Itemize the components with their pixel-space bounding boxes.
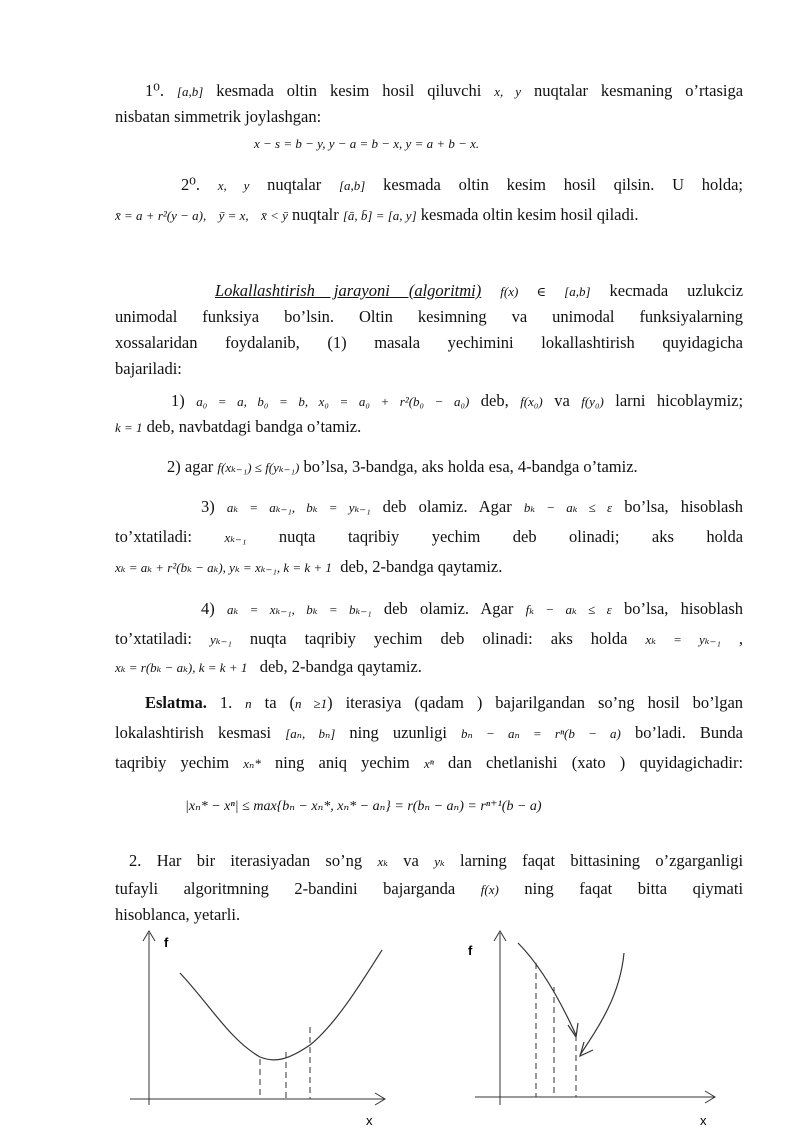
paragraph-3-line-2 <box>115 304 743 330</box>
text: 2. Har bir iterasiyadan so’ng <box>129 851 363 870</box>
text: deb, 2-bandga qaytamiz. <box>259 657 422 676</box>
text: 1. <box>219 693 233 712</box>
formula: yₖ <box>434 854 445 869</box>
formula: x̄ < ȳ <box>261 208 288 223</box>
text: kesmada oltin kesim hosil qiladi. <box>420 205 639 224</box>
note-line-2 <box>115 720 743 747</box>
error-bound-equation: |xₙ* − xⁿ| ≤ max{bₙ − xₙ*, xₙ* − aₙ} = r(bₙ − aₙ) = rⁿ⁺¹(b − a) <box>185 799 542 814</box>
formula: f(x) ∈ [a,b] <box>500 284 591 299</box>
text: ning aniq yechim <box>275 753 410 772</box>
algorithm-title: Lokallashtirish jarayoni (algoritmi) <box>215 281 482 300</box>
step-number: 2) agar <box>167 457 214 476</box>
text: larning faqat bittasining o’zgarganligi <box>460 851 744 870</box>
formula: n <box>245 696 252 711</box>
formula: f(x₀) <box>520 394 543 409</box>
symmetry-equation: x − s = b − y, y − a = b − x, y = a + b − x. <box>254 136 480 151</box>
formula: f(y₀) <box>581 394 604 409</box>
formula: [aₙ, bₙ] <box>285 726 336 741</box>
formula: xₖ = r(bₖ − aₖ), k = k + 1 <box>115 660 248 675</box>
text: to’xtatiladi: <box>115 527 192 546</box>
step-4-line-3 <box>115 654 743 681</box>
note-line-1 <box>115 690 743 717</box>
formula: bₙ − aₙ = rⁿ(b − a) <box>461 726 621 741</box>
text: tufayli algoritmning 2-bandini bajarganda <box>115 879 456 898</box>
points-formula: x, y <box>217 178 250 193</box>
text: deb olamiz. Agar <box>382 497 512 516</box>
text: deb, <box>480 391 509 410</box>
text: ning uzunligi <box>349 723 447 742</box>
text: , <box>738 629 744 648</box>
formula: yₖ₋₁ <box>210 632 232 647</box>
formula: xₖ = aₖ + r²(bₖ − aₖ), yₖ = xₖ₋₁, k = k + 1 <box>115 560 332 575</box>
text: nuqtalar kesmaning o’rtasiga <box>533 81 744 100</box>
text: deb, navbatdagi bandga o’tamiz. <box>146 417 362 436</box>
paragraph-1-line-1 <box>115 78 743 105</box>
right-curve-arrow-1 <box>568 1023 578 1037</box>
right-unimodal-figure <box>450 925 730 1130</box>
formula: a₀ = a, b₀ = b, x₀ = a₀ + r²(b₀ − a₀) <box>196 394 470 409</box>
text: ta ( <box>264 693 295 712</box>
text: to’xtatiladi: <box>115 629 192 648</box>
text: deb olamiz. Agar <box>383 599 514 618</box>
segment-formula: [a,b] <box>176 84 204 99</box>
text: kesmada oltin kesim hosil qilsin. U holda; <box>383 175 744 194</box>
paragraph-2-line-1 <box>115 172 743 199</box>
left-y-label: f <box>164 935 169 950</box>
formula: f(xₖ₋₁) ≤ f(yₖ₋₁) <box>217 460 300 475</box>
text: bo’ladi. Bunda <box>634 723 743 742</box>
text: bo’lsa, hisoblash <box>624 497 744 516</box>
formula: fₖ − aₖ ≤ ε <box>525 602 612 617</box>
note-label: Eslatma. <box>145 693 207 712</box>
text: ) iterasiya (qadam ) bajarilgandan so’ng hosil bo’lgan <box>327 693 744 712</box>
formula: bₖ − aₖ ≤ ε <box>523 500 613 515</box>
step-3-line-1 <box>115 494 743 521</box>
text: nuqta taqribiy yechim deb olinadi: aks holda <box>249 629 628 648</box>
formula: f(x) <box>480 882 499 897</box>
formula: xⁿ <box>423 756 434 771</box>
formula: k = 1 <box>115 420 143 435</box>
right-y-label: f <box>468 943 473 958</box>
text: kecmada uzlukciz <box>609 281 744 300</box>
item-number: 2⁰. <box>181 175 200 194</box>
text: taqribiy yechim <box>115 753 230 772</box>
text: dan chetlanishi (xato ) quyidagichadir: <box>448 753 744 772</box>
text: bo’lsa, 3-bandga, aks holda esa, 4-bandga o’tamiz. <box>303 457 638 476</box>
paragraph-2-line-2 <box>115 202 743 229</box>
step-2 <box>115 454 743 481</box>
text: bajariladi: <box>115 359 182 378</box>
text: nuqtalr <box>291 205 339 224</box>
text: larni hicoblaymiz; <box>615 391 744 410</box>
text: kesmada oltin kesim hosil qiluvchi <box>216 81 482 100</box>
item-number: 1⁰. <box>145 81 164 100</box>
text: nuqta taqribiy yechim deb olinadi; aks holda <box>278 527 744 546</box>
formula: xₙ* <box>243 756 261 771</box>
text: ning faqat bitta qiymati <box>524 879 744 898</box>
formula: x̄ = a + r²(y − a), <box>115 208 207 223</box>
step-4-line-2 <box>115 626 743 653</box>
formula: aₖ = xₖ₋₁, bₖ = bₖ₋₁ <box>227 602 372 617</box>
text: nuqtalar <box>267 175 322 194</box>
step-number: 1) <box>171 391 185 410</box>
text: unimodal funksiya bo’lsin. Oltin kesimning va unimodal funksiyalarning <box>115 307 743 326</box>
right-curve-ascending <box>580 953 624 1055</box>
formula: [ā, b̄] = [a, y] <box>342 208 417 223</box>
points-formula: x, y <box>494 84 522 99</box>
paragraph-3-line-3 <box>115 330 743 356</box>
formula: aₖ = aₖ₋₁, bₖ = yₖ₋₁ <box>226 500 371 515</box>
text: nisbatan simmetrik joylashgan: <box>115 107 322 126</box>
formula: xₖ₋₁ <box>224 530 247 545</box>
formula: n ≥1 <box>294 696 328 711</box>
step-1-line-2 <box>115 414 743 441</box>
formula: xₖ <box>377 854 388 869</box>
step-3-line-2 <box>115 524 743 551</box>
text: deb, 2-bandga qaytamiz. <box>340 557 503 576</box>
step-number: 3) <box>201 497 215 516</box>
note-line-3 <box>115 750 743 777</box>
left-unimodal-curve <box>180 950 382 1060</box>
step-number: 4) <box>201 599 215 618</box>
paragraph-1-line-2 <box>115 104 743 130</box>
note-2-line-2 <box>115 876 743 903</box>
text: va <box>554 391 570 410</box>
text: hisoblanca, yetarli. <box>115 905 241 924</box>
formula: ȳ = x, <box>218 208 249 223</box>
step-1-line-1 <box>115 388 743 415</box>
formula: xₖ = yₖ₋₁ <box>645 632 721 647</box>
paragraph-3-line-4 <box>115 356 743 382</box>
text: xossalaridan foydalanib, (1) masala yechimini lokallashtirish quyidagicha <box>115 333 743 352</box>
left-x-label: x <box>366 1113 373 1128</box>
segment-formula: [a,b] <box>338 178 366 193</box>
step-4-line-1 <box>115 596 743 623</box>
step-3-line-3 <box>115 554 743 581</box>
text: lokalashtirish kesmasi <box>115 723 272 742</box>
text: bo’lsa, hisoblash <box>623 599 744 618</box>
text: va <box>403 851 419 870</box>
note-2-line-1 <box>115 848 743 875</box>
right-x-label: x <box>700 1113 707 1128</box>
algorithm-heading-line <box>115 278 743 305</box>
right-curve-descending <box>518 943 576 1035</box>
left-unimodal-figure <box>110 925 400 1130</box>
